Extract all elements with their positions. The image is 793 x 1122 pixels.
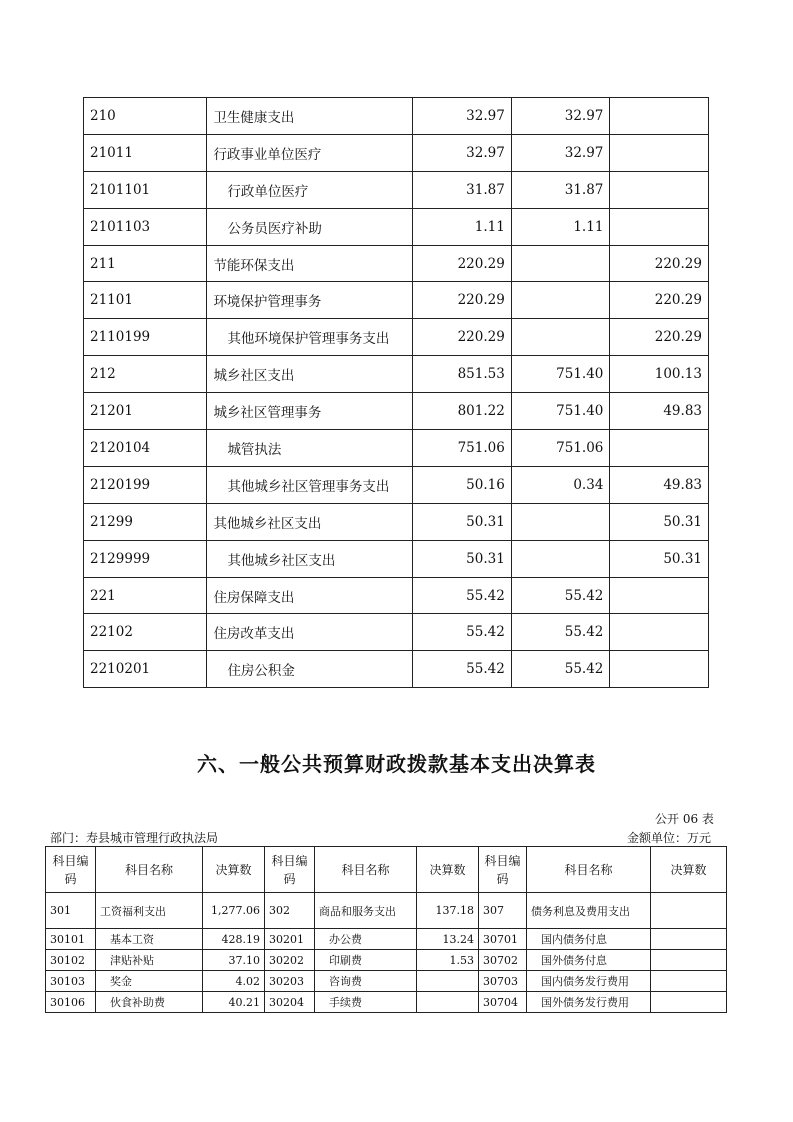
subject-name-cell: 行政事业单位医疗 <box>207 134 413 171</box>
amount-cell <box>651 950 727 971</box>
amount-header: 决算数 <box>651 847 727 893</box>
amount-cell: 137.18 <box>417 893 479 929</box>
code-header: 科目编码 <box>265 847 315 893</box>
table-row <box>84 245 709 282</box>
project-expenditure-cell: 50.31 <box>610 540 709 577</box>
subject-code-cell: 22102 <box>84 614 207 651</box>
subject-code-cell: 212 <box>84 356 207 393</box>
subject-code-cell: 30201 <box>265 929 315 950</box>
subject-code-cell: 30704 <box>479 992 527 1013</box>
project-expenditure-cell <box>610 430 709 467</box>
subject-name-cell: 城乡社区支出 <box>207 356 413 393</box>
subject-name-cell: 行政单位医疗 <box>207 171 413 208</box>
project-expenditure-cell <box>610 134 709 171</box>
basic-expenditure-cell: 55.42 <box>511 614 610 651</box>
table-row <box>46 893 727 929</box>
amount-cell <box>651 893 727 929</box>
total-amount-cell: 220.29 <box>413 245 512 282</box>
amount-header: 决算数 <box>203 847 265 893</box>
basic-expenditure-cell <box>511 540 610 577</box>
total-amount-cell: 1.11 <box>413 208 512 245</box>
amount-cell <box>651 992 727 1013</box>
subject-name-cell: 办公费 <box>315 929 417 950</box>
table-row <box>84 171 709 208</box>
table-row <box>46 950 727 971</box>
subject-code-cell: 30702 <box>479 950 527 971</box>
expenditure-table-continued <box>83 97 709 688</box>
amount-unit-label: 金额单位：万元 <box>627 831 712 845</box>
table-row <box>84 208 709 245</box>
subject-code-cell: 2129999 <box>84 540 207 577</box>
table-row <box>84 651 709 688</box>
subject-name-cell: 卫生健康支出 <box>207 98 413 135</box>
subject-name-cell: 国外债务付息 <box>527 950 651 971</box>
subject-code-cell: 21201 <box>84 393 207 430</box>
project-expenditure-cell: 50.31 <box>610 503 709 540</box>
subject-name-cell: 印刷费 <box>315 950 417 971</box>
total-amount-cell: 220.29 <box>413 319 512 356</box>
basic-expenditure-cell: 751.40 <box>511 356 610 393</box>
total-amount-cell: 50.31 <box>413 503 512 540</box>
subject-name-cell: 城乡社区管理事务 <box>207 393 413 430</box>
code-header: 科目编码 <box>479 847 527 893</box>
subject-name-cell: 工资福利支出 <box>96 893 203 929</box>
subject-code-cell: 30202 <box>265 950 315 971</box>
table-row <box>46 992 727 1013</box>
subject-name-cell: 住房公积金 <box>207 651 413 688</box>
subject-name-cell: 其他城乡社区管理事务支出 <box>207 466 413 503</box>
subject-code-cell: 30203 <box>265 971 315 992</box>
table-row <box>84 356 709 393</box>
amount-cell: 1,277.06 <box>203 893 265 929</box>
subject-name-cell: 国外债务发行费用 <box>527 992 651 1013</box>
project-expenditure-cell: 220.29 <box>610 245 709 282</box>
amount-cell: 13.24 <box>417 929 479 950</box>
amount-cell <box>651 929 727 950</box>
subject-code-cell: 307 <box>479 893 527 929</box>
subject-code-cell: 21299 <box>84 503 207 540</box>
subject-name-cell: 手续费 <box>315 992 417 1013</box>
amount-cell <box>417 971 479 992</box>
subject-name-cell: 住房改革支出 <box>207 614 413 651</box>
project-expenditure-cell: 49.83 <box>610 466 709 503</box>
project-expenditure-cell: 100.13 <box>610 356 709 393</box>
subject-name-cell: 其他城乡社区支出 <box>207 503 413 540</box>
subject-name-cell: 住房保障支出 <box>207 577 413 614</box>
basic-expenditure-cell: 31.87 <box>511 171 610 208</box>
table-number: 公开 06 表 <box>655 812 714 826</box>
total-amount-cell: 220.29 <box>413 282 512 319</box>
subject-code-cell: 2101101 <box>84 171 207 208</box>
basic-expenditure-cell: 751.06 <box>511 430 610 467</box>
subject-code-cell: 30701 <box>479 929 527 950</box>
basic-expenditure-table <box>45 846 727 1013</box>
table-row <box>46 971 727 992</box>
basic-expenditure-cell: 55.42 <box>511 651 610 688</box>
subject-name-cell: 城管执法 <box>207 430 413 467</box>
subject-name-cell: 公务员医疗补助 <box>207 208 413 245</box>
amount-header: 决算数 <box>417 847 479 893</box>
subject-code-cell: 221 <box>84 577 207 614</box>
subject-code-cell: 2210201 <box>84 651 207 688</box>
total-amount-cell: 55.42 <box>413 577 512 614</box>
amount-cell: 37.10 <box>203 950 265 971</box>
project-expenditure-cell <box>610 208 709 245</box>
total-amount-cell: 50.31 <box>413 540 512 577</box>
basic-expenditure-cell <box>511 319 610 356</box>
code-header: 科目编码 <box>46 847 96 893</box>
subject-code-cell: 30106 <box>46 992 96 1013</box>
basic-expenditure-cell: 32.97 <box>511 98 610 135</box>
project-expenditure-cell <box>610 171 709 208</box>
subject-name-cell: 咨询费 <box>315 971 417 992</box>
project-expenditure-cell <box>610 651 709 688</box>
total-amount-cell: 851.53 <box>413 356 512 393</box>
project-expenditure-cell <box>610 614 709 651</box>
basic-expenditure-cell: 32.97 <box>511 134 610 171</box>
amount-cell: 40.21 <box>203 992 265 1013</box>
total-amount-cell: 55.42 <box>413 614 512 651</box>
subject-code-cell: 2120104 <box>84 430 207 467</box>
basic-expenditure-cell <box>511 503 610 540</box>
subject-name-cell: 其他城乡社区支出 <box>207 540 413 577</box>
table-row <box>84 393 709 430</box>
subject-name-cell: 国内债务发行费用 <box>527 971 651 992</box>
table-row <box>84 319 709 356</box>
subject-name-cell: 环境保护管理事务 <box>207 282 413 319</box>
subject-code-cell: 2101103 <box>84 208 207 245</box>
table-row <box>84 134 709 171</box>
subject-name-cell: 基本工资 <box>96 929 203 950</box>
basic-expenditure-cell <box>511 282 610 319</box>
table-row <box>84 430 709 467</box>
subject-code-cell: 2110199 <box>84 319 207 356</box>
total-amount-cell: 801.22 <box>413 393 512 430</box>
basic-expenditure-cell: 55.42 <box>511 577 610 614</box>
subject-name-cell: 债务利息及费用支出 <box>527 893 651 929</box>
subject-code-cell: 30102 <box>46 950 96 971</box>
subject-name-cell: 伙食补助费 <box>96 992 203 1013</box>
subject-name-cell: 其他环境保护管理事务支出 <box>207 319 413 356</box>
total-amount-cell: 32.97 <box>413 98 512 135</box>
subject-code-cell: 21101 <box>84 282 207 319</box>
basic-expenditure-cell <box>511 245 610 282</box>
subject-name-cell: 奖金 <box>96 971 203 992</box>
amount-cell <box>417 992 479 1013</box>
table-row <box>84 577 709 614</box>
subject-name-cell: 津贴补贴 <box>96 950 203 971</box>
subject-code-cell: 302 <box>265 893 315 929</box>
table-row <box>46 929 727 950</box>
subject-name-cell: 节能环保支出 <box>207 245 413 282</box>
total-amount-cell: 31.87 <box>413 171 512 208</box>
subject-code-cell: 30703 <box>479 971 527 992</box>
name-header: 科目名称 <box>96 847 203 893</box>
project-expenditure-cell <box>610 577 709 614</box>
project-expenditure-cell: 220.29 <box>610 282 709 319</box>
table-row <box>84 282 709 319</box>
basic-expenditure-cell: 0.34 <box>511 466 610 503</box>
name-header: 科目名称 <box>527 847 651 893</box>
subject-code-cell: 301 <box>46 893 96 929</box>
total-amount-cell: 50.16 <box>413 466 512 503</box>
section-title: 六、一般公共预算财政拨款基本支出决算表 <box>197 752 596 776</box>
amount-cell <box>651 971 727 992</box>
subject-name-cell: 商品和服务支出 <box>315 893 417 929</box>
subject-code-cell: 2120199 <box>84 466 207 503</box>
project-expenditure-cell: 220.29 <box>610 319 709 356</box>
subject-code-cell: 211 <box>84 245 207 282</box>
project-expenditure-cell: 49.83 <box>610 393 709 430</box>
total-amount-cell: 751.06 <box>413 430 512 467</box>
subject-code-cell: 30101 <box>46 929 96 950</box>
subject-code-cell: 21011 <box>84 134 207 171</box>
amount-cell: 428.19 <box>203 929 265 950</box>
total-amount-cell: 32.97 <box>413 134 512 171</box>
total-amount-cell: 55.42 <box>413 651 512 688</box>
subject-code-cell: 30204 <box>265 992 315 1013</box>
subject-name-cell: 国内债务付息 <box>527 929 651 950</box>
table-row <box>84 503 709 540</box>
department-label: 部门：寿县城市管理行政执法局 <box>50 831 219 845</box>
subject-code-cell: 30103 <box>46 971 96 992</box>
project-expenditure-cell <box>610 98 709 135</box>
subject-code-cell: 210 <box>84 98 207 135</box>
name-header: 科目名称 <box>315 847 417 893</box>
amount-cell: 4.02 <box>203 971 265 992</box>
amount-cell: 1.53 <box>417 950 479 971</box>
table-row <box>84 466 709 503</box>
table-row <box>84 98 709 135</box>
basic-expenditure-cell: 751.40 <box>511 393 610 430</box>
basic-expenditure-cell: 1.11 <box>511 208 610 245</box>
table-row <box>84 614 709 651</box>
table-row <box>84 540 709 577</box>
